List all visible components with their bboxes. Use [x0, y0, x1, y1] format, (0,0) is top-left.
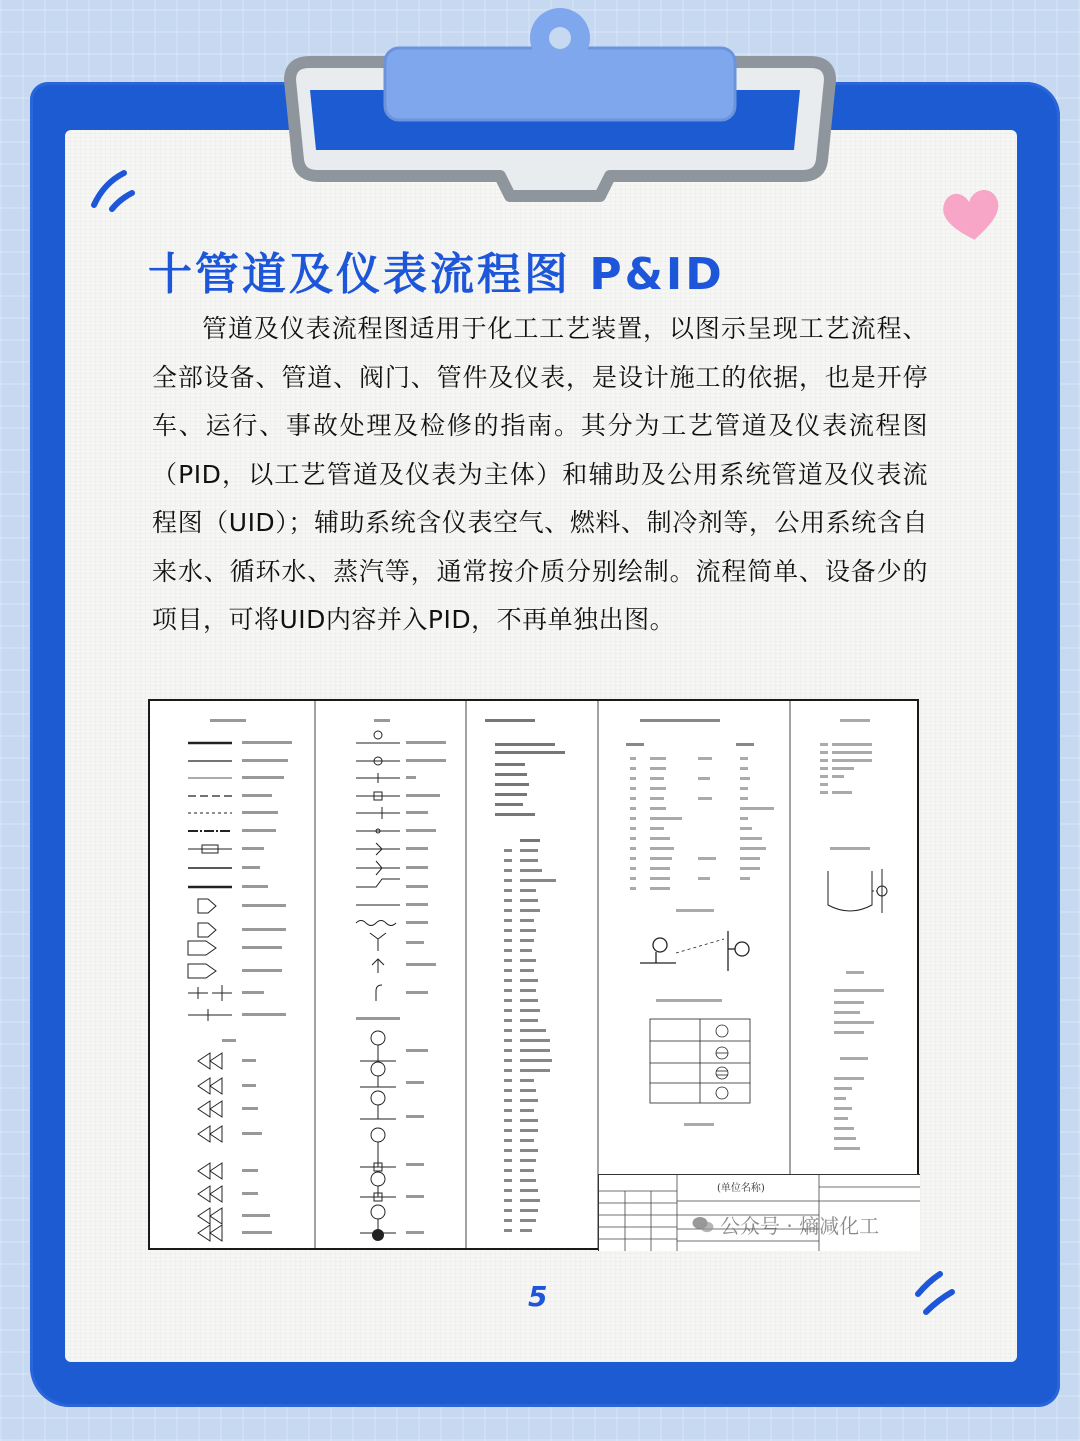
watermark-text: 公众号 · 熵减化工 [720, 1214, 880, 1238]
pid-legend-figure [148, 699, 919, 1250]
page-number: 5 [528, 1280, 548, 1313]
heart-icon [938, 182, 1004, 248]
watermark [692, 1210, 879, 1239]
pid-symbol-drawing [150, 701, 917, 1248]
page-title: 十管道及仪表流程图 P&ID [148, 249, 725, 300]
unit-name-label: (单位名称) [717, 1183, 765, 1194]
clipboard-clip-icon [270, 0, 850, 205]
body-paragraph: 管道及仪表流程图适用于化工工艺装置，以图示呈现工艺流程、全部设备、管道、阀门、管件及仪表，是设计施工的依据，也是开停车、运行、事故处理及检修的指南。其分为工艺管道及仪表流程图（PID，以工艺管道及仪表为主体）和辅助及公用系统管道及仪表流程图（UID）；辅助系统含仪表空气、燃料、制冷剂等，公用系统含自来水、循环水、蒸汽等，通常按介质分别绘制。流程简单、设备少的项目，可将UID内容并入PID，不再单独出图。 [152, 314, 928, 634]
scribble-icon [912, 1270, 962, 1320]
wechat-icon [692, 1216, 714, 1234]
scribble-icon [90, 165, 140, 215]
